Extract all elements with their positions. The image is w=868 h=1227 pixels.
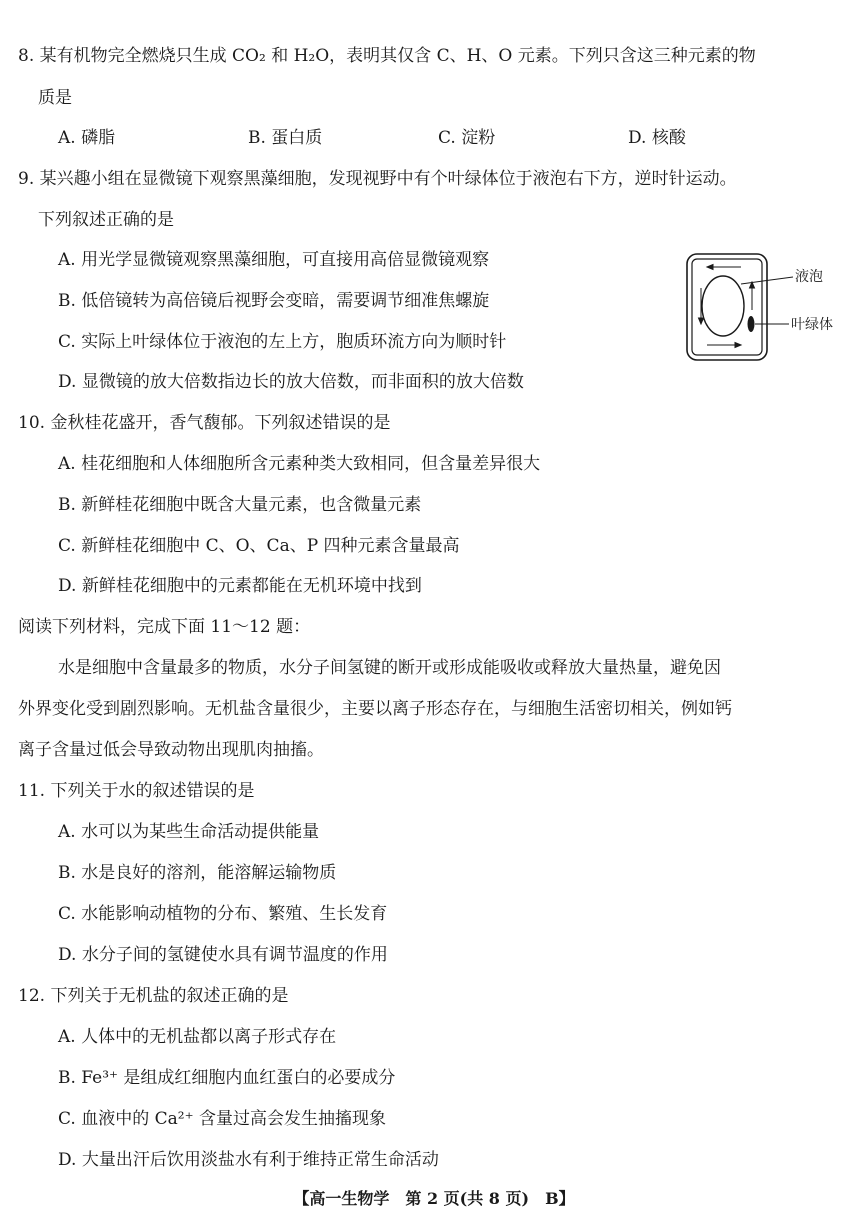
q12-option-a: A. 人体中的无机盐都以离子形式存在: [58, 1027, 337, 1047]
label-vacuole: 液泡: [795, 269, 823, 285]
q11-option-a: A. 水可以为某些生命活动提供能量: [58, 822, 320, 842]
q11-option-d: D. 水分子间的氢键使水具有调节温度的作用: [58, 945, 388, 965]
q12-stem: 12. 下列关于无机盐的叙述正确的是: [18, 986, 289, 1006]
q8-option-c: C. 淀粉: [438, 128, 496, 148]
q8-stem-line2: 质是: [38, 88, 72, 108]
q9-option-c: C. 实际上叶绿体位于液泡的左上方，胞质环流方向为顺时针: [58, 332, 507, 352]
page-footer: 【高一生物学 第 2 页(共 8 页) B】: [293, 1189, 575, 1208]
material-line2: 外界变化受到剧烈影响。无机盐含量很少，主要以离子形态存在，与细胞生活密切相关，例如钙: [18, 699, 732, 719]
q9-option-a: A. 用光学显微镜观察黑藻细胞，可直接用高倍显微镜观察: [58, 250, 490, 270]
material-intro: 阅读下列材料，完成下面 11～12 题：: [18, 617, 311, 637]
q10-option-a: A. 桂花细胞和人体细胞所含元素种类大致相同，但含量差异很大: [58, 454, 541, 474]
q9-stem-line1: 9. 某兴趣小组在显微镜下观察黑藻细胞，发现视野中有个叶绿体位于液泡右下方，逆时针运动。: [18, 169, 737, 189]
q12-option-d: D. 大量出汗后饮用淡盐水有利于维持正常生命活动: [58, 1150, 439, 1170]
q9-stem-line2: 下列叙述正确的是: [38, 210, 174, 230]
material-line3: 离子含量过低会导致动物出现肌肉抽搐。: [18, 740, 324, 760]
q8-option-b: B. 蛋白质: [248, 128, 323, 148]
q9-option-b: B. 低倍镜转为高倍镜后视野会变暗，需要调节细准焦螺旋: [58, 291, 490, 311]
q10-option-b: B. 新鲜桂花细胞中既含大量元素，也含微量元素: [58, 495, 422, 515]
q8-stem-line1: 8. 某有机物完全燃烧只生成 CO₂ 和 H₂O，表明其仅含 C、H、O 元素。下列只含这三种元素的物: [18, 46, 756, 66]
vacuole-shape: [702, 276, 744, 336]
q12-option-c: C. 血液中的 Ca²⁺ 含量过高会发生抽搐现象: [58, 1109, 386, 1129]
label-chloroplast: 叶绿体: [791, 317, 833, 333]
q11-option-c: C. 水能影响动植物的分布、繁殖、生长发育: [58, 904, 388, 924]
q8-option-d: D. 核酸: [628, 128, 686, 148]
cell-diagram: [683, 250, 848, 365]
q11-stem: 11. 下列关于水的叙述错误的是: [18, 781, 255, 801]
q8-options: [58, 126, 818, 150]
q10-option-d: D. 新鲜桂花细胞中的元素都能在无机环境中找到: [58, 576, 422, 596]
cell-wall-outline: [687, 254, 767, 360]
q12-option-b: B. Fe³⁺ 是组成红细胞内血红蛋白的必要成分: [58, 1068, 396, 1088]
chloroplast-shape: [748, 316, 755, 332]
q9-option-d: D. 显微镜的放大倍数指边长的放大倍数，而非面积的放大倍数: [58, 372, 524, 392]
q10-stem: 10. 金秋桂花盛开，香气馥郁。下列叙述错误的是: [18, 413, 391, 433]
q11-option-b: B. 水是良好的溶剂，能溶解运输物质: [58, 863, 337, 883]
material-line1: 水是细胞中含量最多的物质，水分子间氢键的断开或形成能吸收或释放大量热量，避免因: [58, 658, 721, 678]
q10-option-c: C. 新鲜桂花细胞中 C、O、Ca、P 四种元素含量最高: [58, 536, 460, 556]
q8-option-a: A. 磷脂: [58, 128, 116, 148]
